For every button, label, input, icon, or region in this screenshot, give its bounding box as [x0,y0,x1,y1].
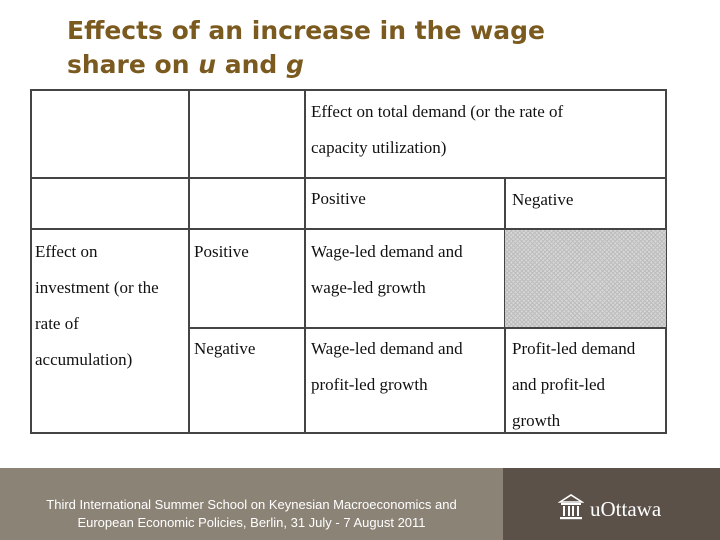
cell-pos-pos-line-1: Wage-led demand and [311,242,463,261]
hatched-empty-cell [505,230,666,327]
logo-wordmark: uOttawa [590,496,662,521]
header-demand-line-1: Effect on total demand (or the rate of [311,102,564,121]
cell-neg-pos-line-2: profit-led growth [311,375,428,394]
cell-profit-led-demand-profit-led-growth [512,331,635,439]
table-border-top [30,89,667,91]
slide-title [67,14,687,82]
university-building-icon [558,493,584,526]
title-line-2-prefix: share on [67,50,199,79]
cell-pos-pos-line-2: wage-led growth [311,278,426,297]
row-header-line-2: investment (or the [35,278,159,297]
table-vline-2 [304,89,306,434]
cell-neg-neg-line-2: and profit-led [512,375,605,394]
cell-neg-pos-line-1: Wage-led demand and [311,339,463,358]
cell-wage-led-demand-profit-led-growth [311,331,463,403]
col-header-positive: Positive [311,189,366,208]
table-hline-3 [188,327,667,329]
footer-line-2: European Economic Policies, Berlin, 31 July - 7 August 2011 [77,515,426,530]
footer-conference-text [0,496,503,532]
col-header-negative: Negative [512,190,574,209]
effects-table [30,89,667,434]
title-var-u: u [198,50,217,79]
table-hline-1 [30,177,667,179]
title-and: and [216,50,287,79]
header-demand-line-2: capacity utilization) [311,138,447,157]
table-border-left [30,89,32,434]
title-var-g: g [286,50,304,79]
footer-line-1: Third International Summer School on Keynesian Macroeconomics and [46,497,457,512]
cell-wage-led-demand-wage-led-growth [311,234,463,306]
table-vline-1 [188,89,190,434]
cell-neg-neg-line-1: Profit-led demand [512,339,636,358]
row-header-line-4: accumulation) [35,350,133,369]
uottawa-logo [558,492,661,526]
header-total-demand [311,94,563,166]
footer-conference-panel [0,468,503,540]
slide-footer [0,468,720,540]
footer-logo-panel [503,468,720,540]
row-header-line-1: Effect on [35,242,98,261]
row-label-negative: Negative [194,339,256,358]
title-line-1: Effects of an increase in the wage [67,16,545,45]
row-header-line-3: rate of [35,314,79,333]
cell-neg-neg-line-3: growth [512,411,561,430]
row-header-investment [35,234,159,378]
row-label-positive: Positive [194,242,249,261]
